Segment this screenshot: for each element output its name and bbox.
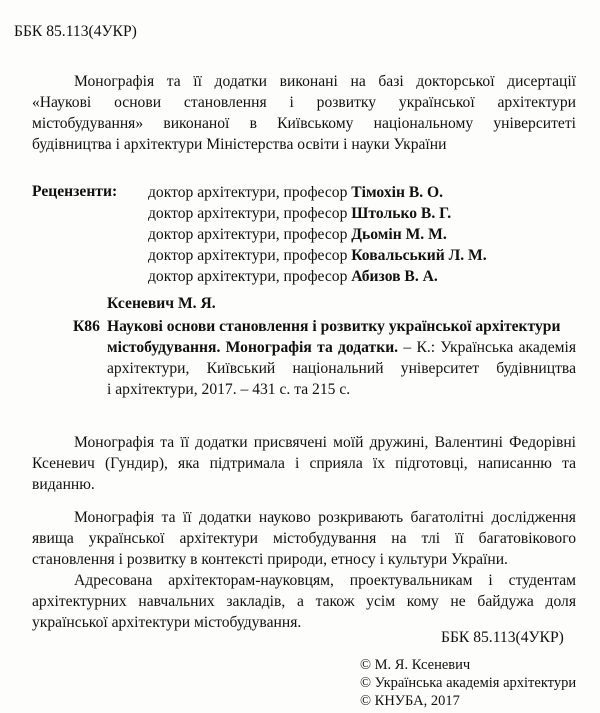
catalog-code: К86 <box>73 318 100 335</box>
reviewer-1-title: доктор архітектури, професор <box>148 184 348 201</box>
reviewer-5-name: Абизов В. А. <box>351 268 438 285</box>
catalog-title-line-1: Наукові основи становлення і розвитку української архітектури <box>107 318 561 335</box>
audience-line-1: Адресована архітекторам-науковцям, проектувальникам і студентам <box>74 572 576 589</box>
catalog-publisher: – К.: Українська академія <box>398 339 576 356</box>
footer-bbk-code: ББК 85.113(4УКР) <box>441 629 564 646</box>
reviewer-3-name: Дьомін М. М. <box>351 226 447 243</box>
dedication-line-1: Монографія та її додатки присвячені моїй дружині, Валентині Федорівні <box>74 434 576 451</box>
copyright-author: © М. Я. Ксеневич <box>360 657 471 673</box>
reviewer-4-name: Ковальський Л. М. <box>351 247 487 264</box>
copyright-academy: © Українська академія архітектури <box>360 675 577 691</box>
catalog-author: Ксеневич М. Я. <box>107 295 216 312</box>
catalog-title-bold: містобудування. Монографія та додатки. <box>107 339 399 356</box>
reviewer-3 <box>148 225 447 245</box>
catalog-line-4: і архітектури, 2017. – 431 с. та 215 с. <box>107 381 351 398</box>
header-bbk-code: ББК 85.113(4УКР) <box>14 23 137 40</box>
abstract-line-3: становлення і розвитку в контексті природи, етносу і культури України. <box>32 551 508 568</box>
audience-line-3: української архітектури містобудування. <box>32 614 302 631</box>
reviewer-1-name: Тімохін В. О. <box>351 184 444 201</box>
dedication-line-3: виданню. <box>32 476 95 493</box>
intro-line-2: «Наукові основи становлення і розвитку української архітектури <box>32 94 576 111</box>
copyright-knuba: © КНУБА, 2017 <box>360 693 460 709</box>
reviewer-4 <box>148 246 487 266</box>
reviewer-4-title: доктор архітектури, професор <box>148 247 348 264</box>
reviewer-5-title: доктор архітектури, професор <box>148 268 348 285</box>
reviewer-2-title: доктор архітектури, професор <box>148 205 348 222</box>
intro-line-1: Монографія та її додатки виконані на базі докторської дисертації <box>74 73 576 90</box>
abstract-line-1: Монографія та її додатки науково розкривають багатолітні дослідження <box>74 509 576 526</box>
intro-line-3: містобудування» виконаної в Київському національному університеті <box>32 115 576 132</box>
reviewer-3-title: доктор архітектури, професор <box>148 226 348 243</box>
audience-line-2: архітектурних навчальних закладів, а також усім кому не байдужа доля <box>32 593 576 610</box>
catalog-title-line-2 <box>107 338 576 358</box>
catalog-line-3: архітектури, Київський національний університет будівництва <box>107 360 576 377</box>
reviewer-2-name: Штолько В. Г. <box>351 205 452 222</box>
dedication-line-2: Ксеневич (Гундир), яка підтримала і сприяла їх підготовці, написанню та <box>32 455 576 472</box>
reviewer-2 <box>148 204 451 224</box>
reviewers-label: Рецензенти: <box>32 183 118 200</box>
reviewer-5 <box>148 267 438 287</box>
abstract-line-2: явища української архітектури містобудування на тлі її багатовікового <box>32 530 576 547</box>
intro-line-4: будівництва і архітектури Міністерства освіти і науки України <box>32 136 447 153</box>
reviewer-1 <box>148 183 443 203</box>
